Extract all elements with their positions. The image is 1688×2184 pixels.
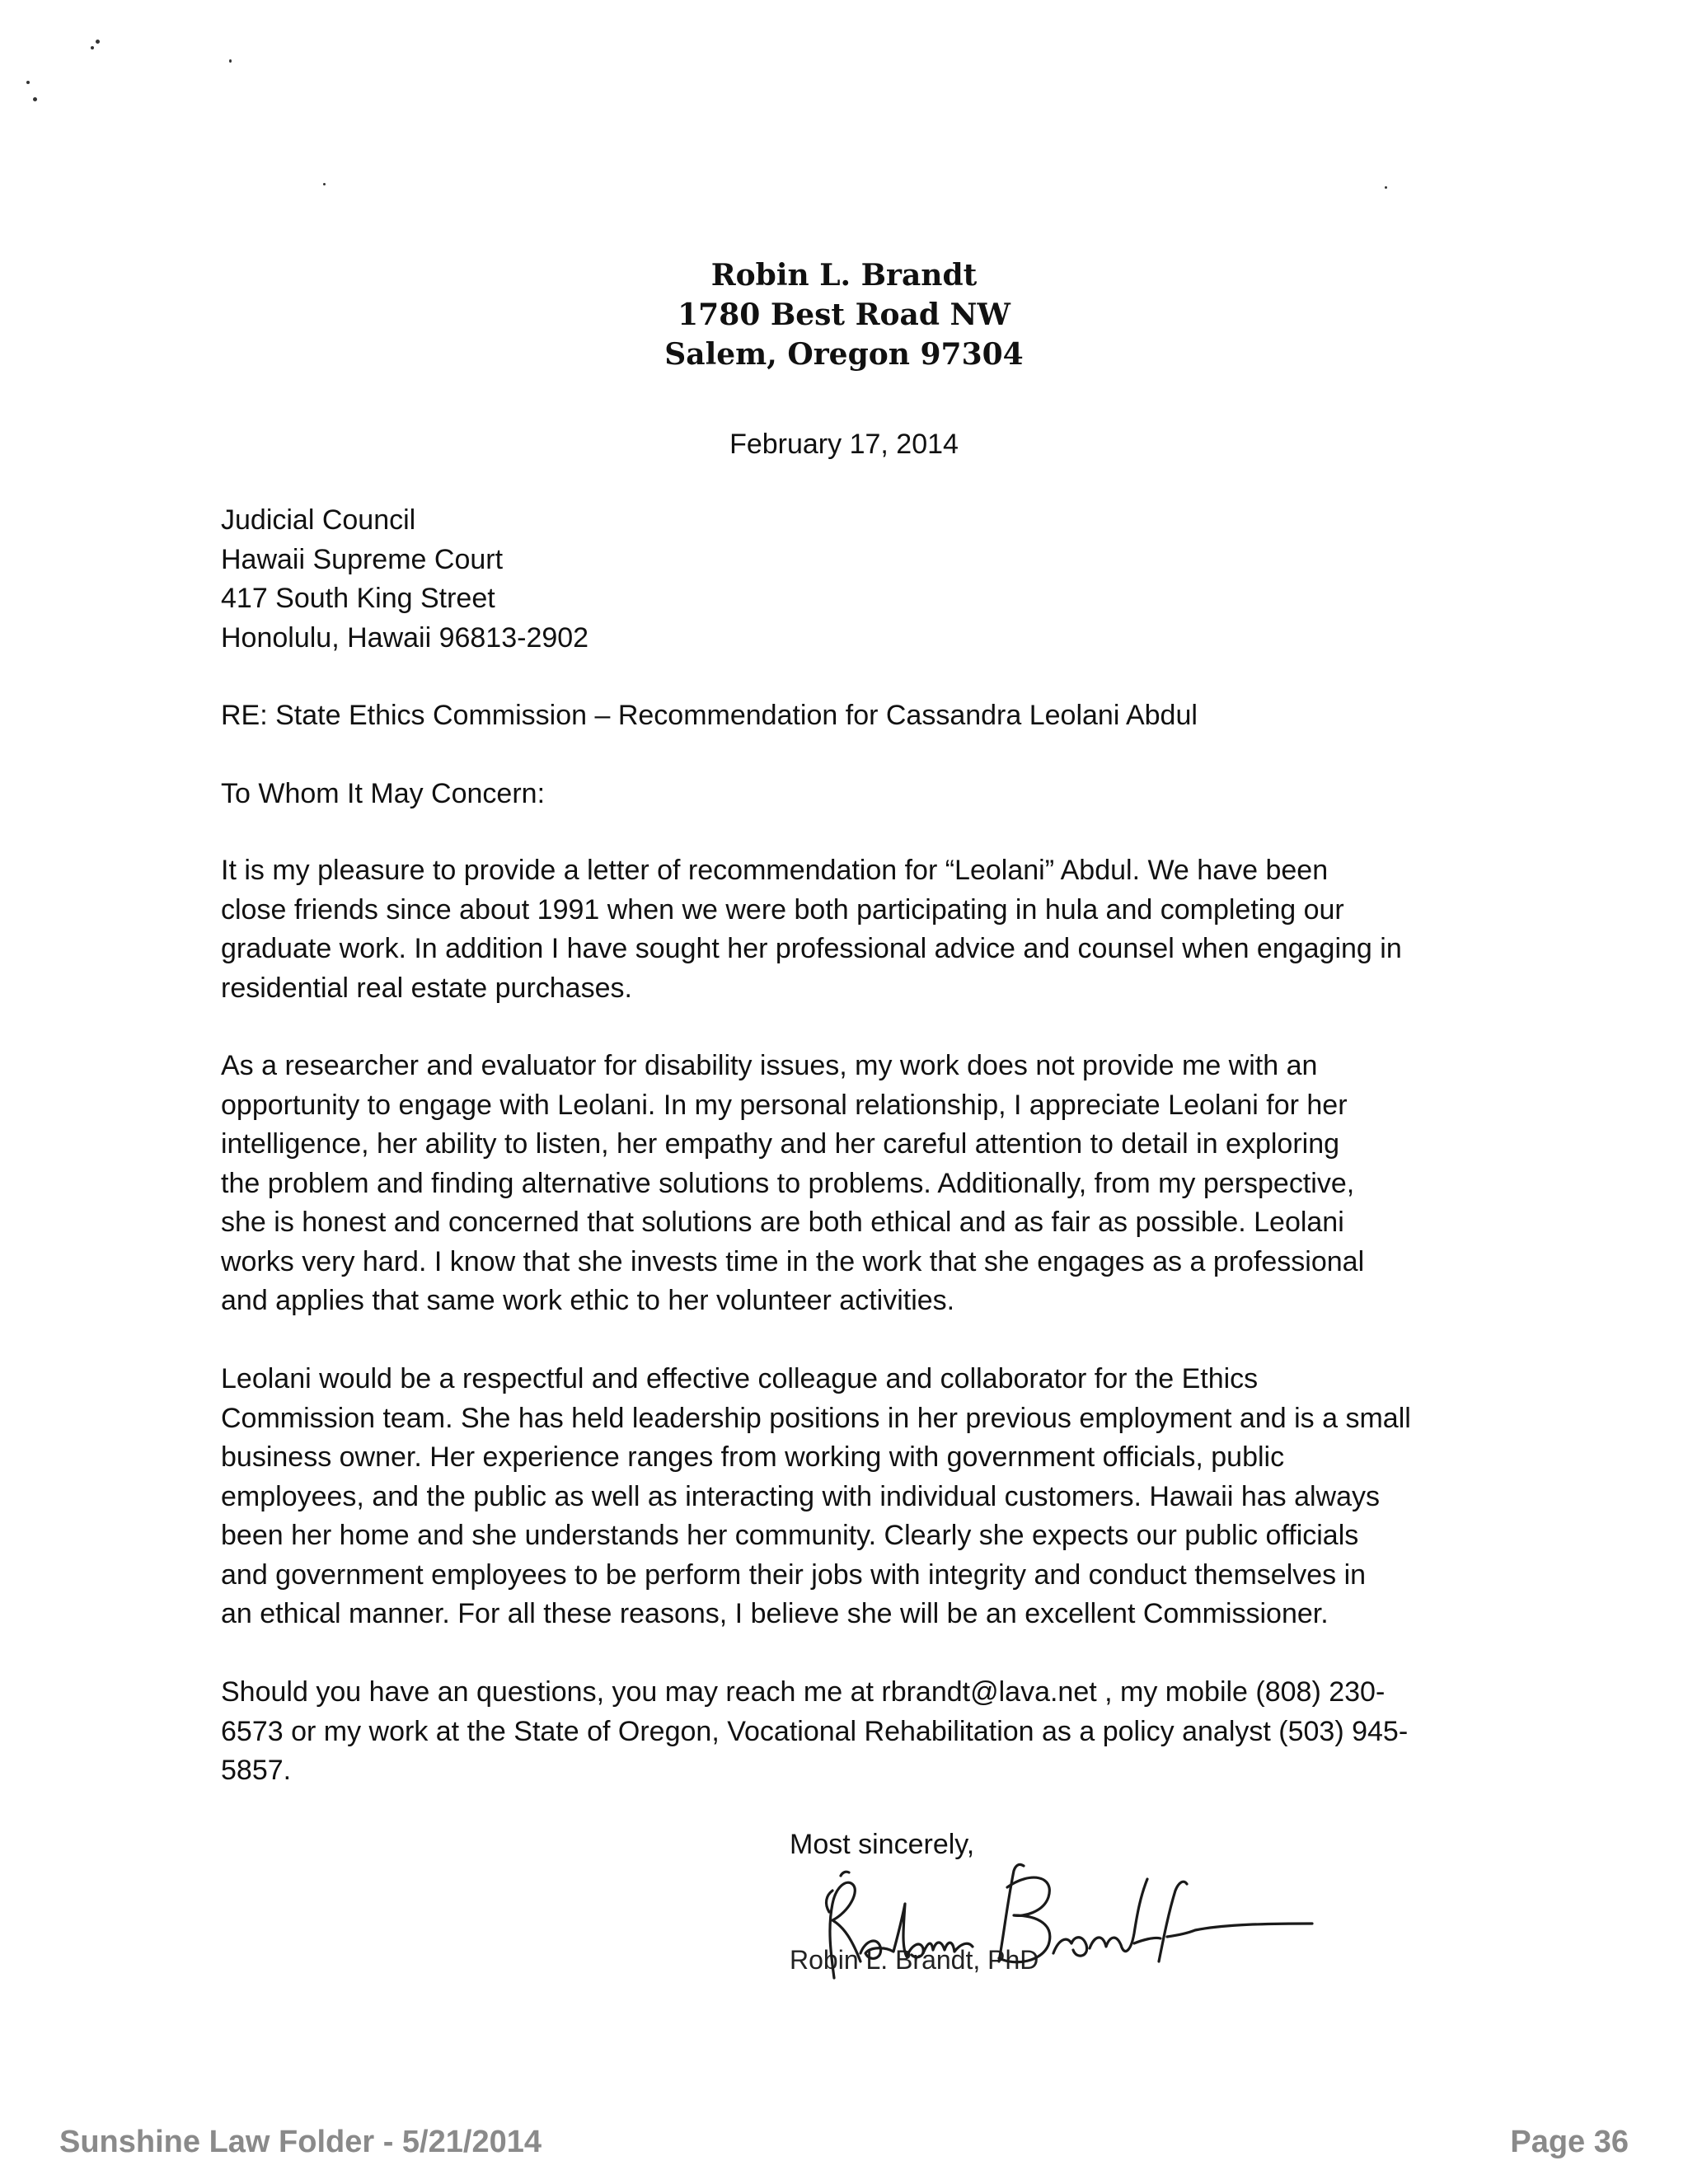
salutation: To Whom It May Concern: [221, 778, 546, 809]
sender-name: Robin L. Brandt [710, 258, 978, 293]
recipient-line: Honolulu, Hawaii 96813-2902 [221, 621, 589, 654]
letter-date: February 17, 2014 [729, 429, 959, 460]
signer-name: Robin L. Brandt, PhD [790, 1945, 1039, 1975]
recipient-line: Hawaii Supreme Court [221, 543, 504, 575]
body-paragraph: As a researcher and evaluator for disability issues, my work does not provide me with an opportunity to engage with Leolani. In my personal relationship, I appreciate Leolani for her intelligence, her ability to listen, her empathy and her careful attention to detail in exploring the problem and finding alternative solutions to problems. Additionally, from my perspective, she is honest and concerned that solutions are both ethical and as fair as possible. Leolani works very hard. I know that she invests time in the work that she engages as a professional and applies that same work ethic to her volunteer activities. [221, 1050, 1365, 1316]
recipient-line: Judicial Council [221, 504, 416, 536]
scan-speck [33, 97, 37, 101]
closing: Most sincerely, [790, 1829, 975, 1860]
body-paragraph: Should you have an questions, you may reach me at rbrandt@lava.net , my mobile (808) 230- 6573 or my work at the State of Oregon, Vocational Rehabilitation as a policy analyst (503) 945- 5857. [221, 1676, 1409, 1786]
scan-speck [91, 46, 94, 49]
scan-speck [1385, 186, 1387, 189]
scan-speck [229, 59, 232, 63]
body-paragraph: Leolani would be a respectful and effective colleague and collaborator for the Ethics Commission team. She has held leadership positions in her previous employment and is a small business owner. Her experience ranges from working with government officials, public employees, and the public as well as interacting with individual customers. Hawaii has always been her home and she understands her community. Clearly she expects our public officials and government employees to be perform their jobs with integrity and conduct themselves in an ethical manner. For all these reasons, I believe she will be an excellent Commissioner. [221, 1363, 1411, 1629]
scan-speck [96, 40, 100, 44]
letterhead [0, 255, 1688, 374]
footer-page-number: Page 36 [1510, 2125, 1629, 2159]
recipient-line: 417 South King Street [221, 583, 495, 614]
body-paragraph: It is my pleasure to provide a letter of recommendation for “Leolani” Abdul. We have been close friends since about 1991 when we were both participating in hula and completing our graduate work. In addition I have sought her professional advice and counsel when engaging in residential real estate purchases. [221, 855, 1402, 1004]
recipient-address [221, 501, 588, 658]
handwritten-signature [791, 1854, 1319, 1994]
scan-speck [26, 81, 30, 84]
subject-line: RE: State Ethics Commission – Recommendation for Cassandra Leolani Abdul [221, 700, 1198, 731]
sender-street: 1780 Best Road NW [678, 298, 1010, 332]
scan-speck [323, 183, 326, 185]
sender-city: Salem, Oregon 97304 [664, 337, 1024, 372]
footer-folder-label: Sunshine Law Folder - 5/21/2014 [59, 2125, 542, 2159]
